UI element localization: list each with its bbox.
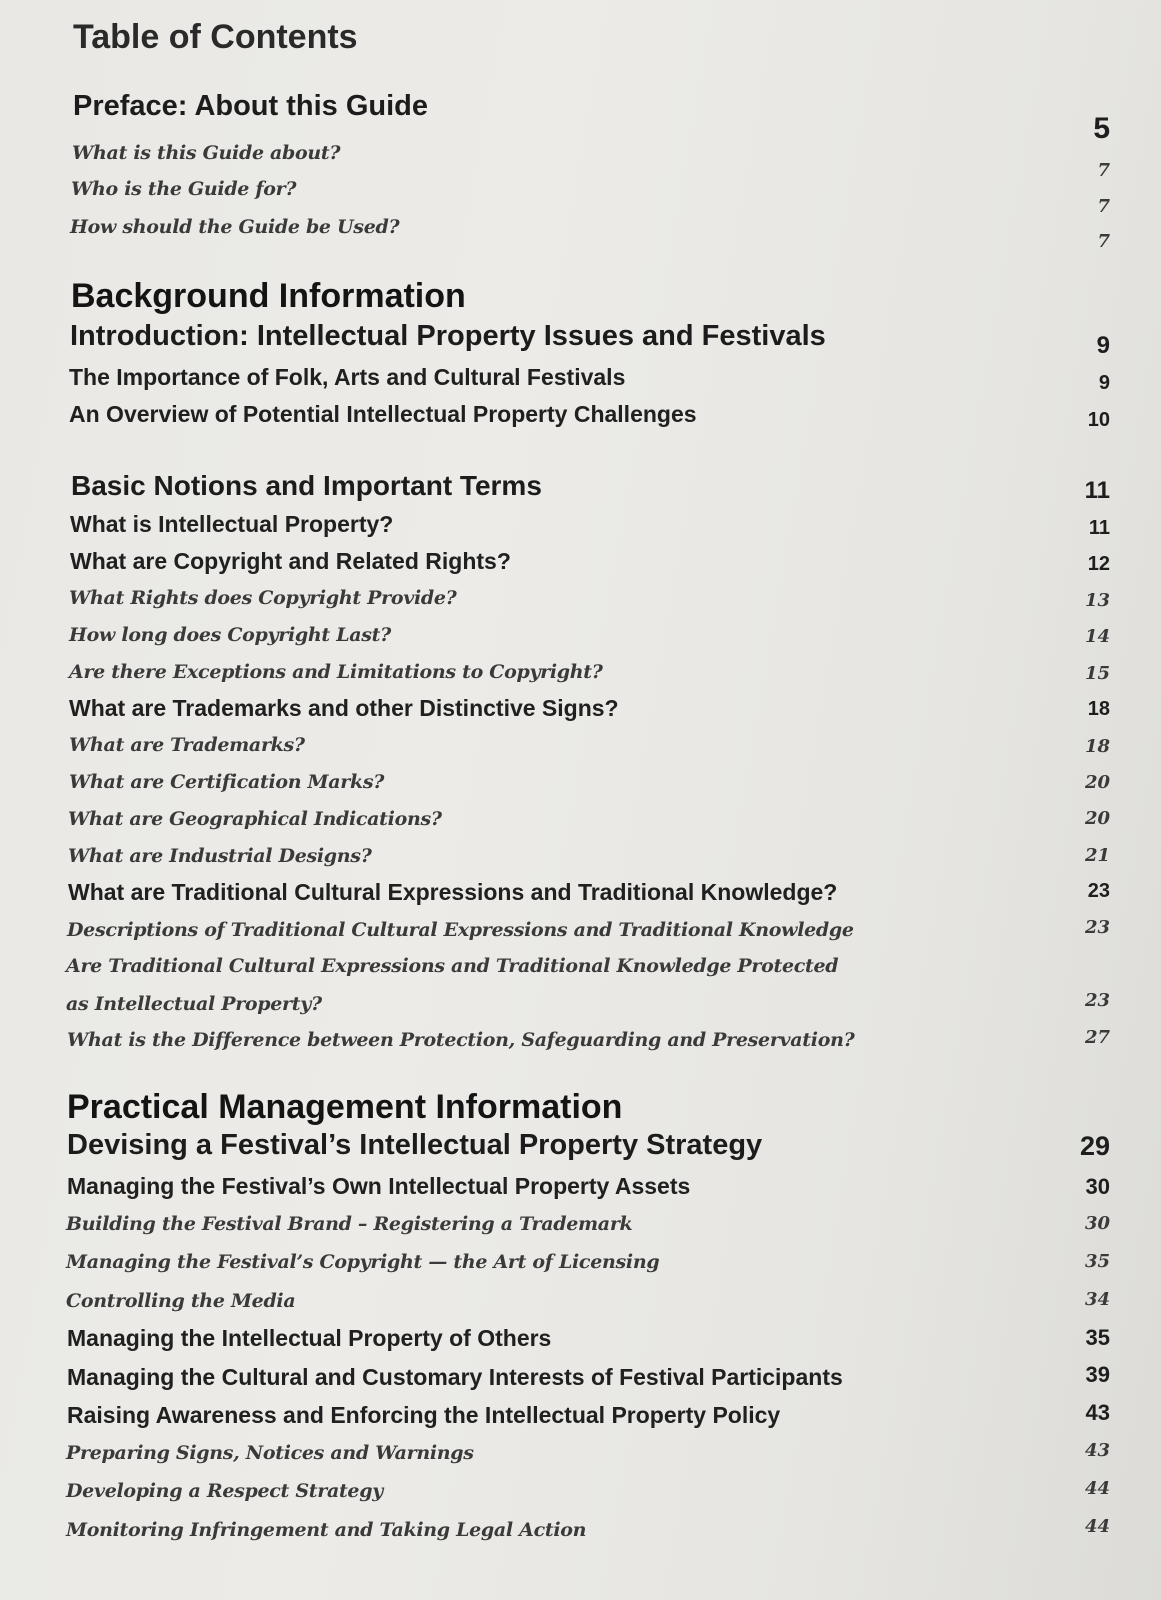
toc-page-number: 27 xyxy=(1084,1027,1110,1048)
toc-entry: What are Trademarks and other Distinctive Signs? xyxy=(69,695,619,721)
preface-heading: Preface: About this Guide xyxy=(73,90,429,122)
toc-entry: Managing the Festival’s Copyright — the Art of Licensing xyxy=(66,1251,660,1273)
toc-page-number: 7 xyxy=(1097,231,1110,252)
toc-entry: How long does Copyright Last? xyxy=(69,624,391,646)
toc-entry: Who is the Guide for? xyxy=(71,178,297,200)
toc-entry: What Rights does Copyright Provide? xyxy=(69,587,457,609)
toc-entry: Are Traditional Cultural Expressions and Traditional Knowledge Protected xyxy=(66,955,839,977)
toc-page-number: 9 xyxy=(1098,372,1110,394)
toc-page-number: 23 xyxy=(1084,990,1110,1011)
toc-entry: Monitoring Infringement and Taking Legal Action xyxy=(66,1519,587,1541)
toc-page-number: 12 xyxy=(1087,553,1110,575)
toc-page-number: 44 xyxy=(1084,1516,1110,1537)
toc-entry: Preparing Signs, Notices and Warnings xyxy=(66,1442,474,1464)
toc-entry: What are Traditional Cultural Expressions and Traditional Knowledge? xyxy=(68,879,838,905)
toc-entry: Building the Festival Brand – Registering a Trademark xyxy=(66,1213,633,1235)
toc-page-number: 44 xyxy=(1084,1478,1110,1499)
toc-entry: What are Copyright and Related Rights? xyxy=(70,548,511,574)
toc-entry: Are there Exceptions and Limitations to Copyright? xyxy=(69,661,603,683)
toc-entry: Controlling the Media xyxy=(66,1290,296,1312)
toc-entry: What is this Guide about? xyxy=(72,142,341,164)
toc-page-number: 18 xyxy=(1087,698,1110,720)
toc-page-number: 10 xyxy=(1087,409,1110,431)
basic-heading: Basic Notions and Important Terms xyxy=(71,470,542,501)
toc-page-number: 7 xyxy=(1097,196,1110,217)
toc-entry: Developing a Respect Strategy xyxy=(66,1480,383,1502)
toc-page-number: 18 xyxy=(1084,736,1110,757)
page-title: Table of Contents xyxy=(73,18,358,56)
toc-page-number: 35 xyxy=(1085,1325,1110,1350)
preface-page: 5 xyxy=(1093,112,1110,145)
background-heading: Background Information xyxy=(71,277,466,315)
toc-entry: How should the Guide be Used? xyxy=(70,216,400,238)
toc-entry: What are Trademarks? xyxy=(69,734,305,756)
toc-entry: What is Intellectual Property? xyxy=(70,511,394,537)
toc-entry: Managing the Cultural and Customary Interests of Festival Participants xyxy=(67,1364,843,1390)
toc-page-number: 14 xyxy=(1084,626,1110,647)
toc-page-number: 34 xyxy=(1084,1289,1110,1310)
toc-page-number: 43 xyxy=(1084,1440,1110,1461)
toc-entry: What are Industrial Designs? xyxy=(68,845,372,867)
toc-page-number: 30 xyxy=(1084,1213,1110,1234)
toc-page-number: 20 xyxy=(1084,772,1110,793)
toc-entry-continued: as Intellectual Property? xyxy=(66,993,322,1015)
intro-heading: Introduction: Intellectual Property Issues and Festivals xyxy=(70,320,826,352)
toc-page-number: 35 xyxy=(1084,1251,1110,1272)
practical-heading: Practical Management Information xyxy=(67,1088,623,1126)
toc-entry: An Overview of Potential Intellectual Property Challenges xyxy=(69,401,697,427)
toc-page-number: 21 xyxy=(1084,845,1110,866)
toc-page-number: 11 xyxy=(1084,477,1110,504)
toc-page-number: 23 xyxy=(1084,917,1110,938)
toc-page-number: 20 xyxy=(1084,808,1110,829)
toc-entry: What is the Difference between Protection, Safeguarding and Preservation? xyxy=(67,1029,855,1051)
toc-page-number: 7 xyxy=(1097,160,1110,181)
toc-page-number: 43 xyxy=(1085,1400,1110,1425)
toc-page-number: 23 xyxy=(1087,880,1110,902)
toc-page-number: 13 xyxy=(1084,590,1110,611)
toc-entry: The Importance of Folk, Arts and Cultural Festivals xyxy=(69,364,626,390)
toc-entry: What are Geographical Indications? xyxy=(68,808,442,830)
toc-page-number: 29 xyxy=(1079,1131,1110,1161)
toc-page-number: 11 xyxy=(1088,517,1110,539)
toc-entry: Managing the Intellectual Property of Others xyxy=(67,1325,552,1351)
toc-entry: Managing the Festival’s Own Intellectual Property Assets xyxy=(67,1173,691,1199)
strategy-heading: Devising a Festival’s Intellectual Property Strategy xyxy=(67,1129,763,1161)
toc-page-number: 30 xyxy=(1085,1174,1110,1199)
toc-entry: What are Certification Marks? xyxy=(69,771,385,793)
toc-page-number: 15 xyxy=(1084,663,1110,684)
toc-page-number: 39 xyxy=(1085,1362,1110,1387)
toc-entry: Raising Awareness and Enforcing the Intellectual Property Policy xyxy=(67,1402,781,1428)
toc-entry: Descriptions of Traditional Cultural Expressions and Traditional Knowledge xyxy=(67,919,854,941)
toc-page-number: 9 xyxy=(1096,332,1110,359)
